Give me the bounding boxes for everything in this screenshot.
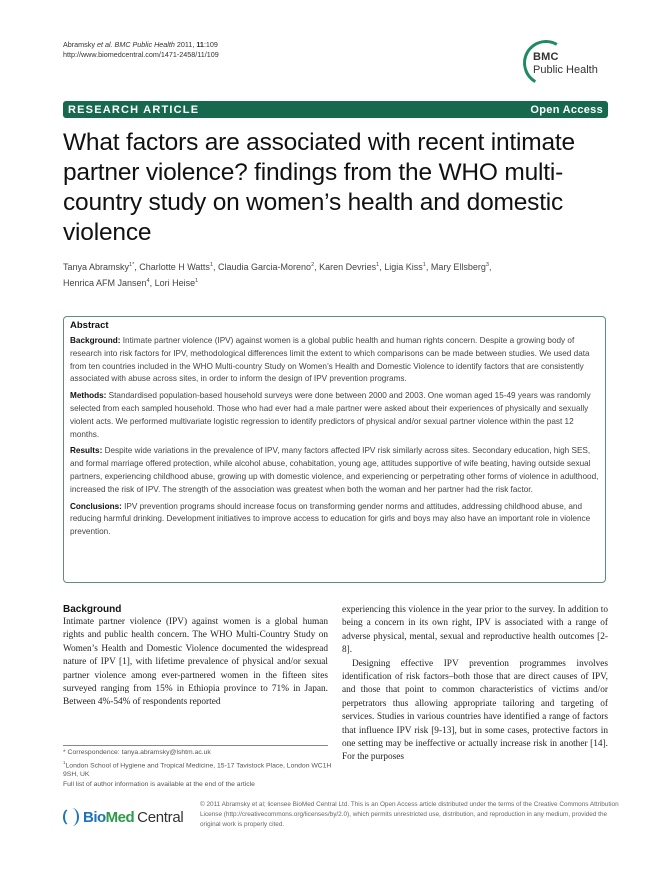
journal-logo-line1: BMC <box>533 51 559 63</box>
abstract-conclusions <box>70 501 599 539</box>
publisher-med: Med <box>105 808 135 826</box>
body-column-right <box>342 604 608 765</box>
body-paragraph: Intimate partner violence (IPV) against women is a global human rights and public health concern. The WHO Multi-Country Study on Women’s Health and Domestic Violence documented the widespread nature of IPV [1], with lifetime prevalence of physical and/or sexual partner violence among ever-partnered women in the fifteen sites surveyed ranging from 15% in Ethiopia province to 71% in Japan. Between 4%-54% of respondents reported <box>63 617 328 708</box>
publisher-central: Central <box>137 808 184 826</box>
abstract-section-text: Despite wide variations in the prevalence of IPV, many factors affected IPV risk similarly across sites. Secondary education, high SES, and formal marriage offered protection, while alcohol abuse, cohabitation, young age, attitudes supportive of wife beating, having outside sexual partners, experiencing childhood abuse, growing up with domestic violence, and experiencing or perpetrating other forms of violence in adulthood, increased the risk of IPV. The strength of the association was greatest when both the woman and her partner had the risk factor. <box>70 446 599 494</box>
author-name: Charlotte H Watts <box>139 262 210 272</box>
abstract-box <box>63 316 606 583</box>
abstract-section-label: Methods: <box>70 391 107 401</box>
author[interactable] <box>431 262 489 272</box>
author-separator: , <box>379 262 385 272</box>
author-list <box>63 258 623 290</box>
author[interactable] <box>63 278 150 288</box>
citation-journal: BMC Public Health <box>114 40 175 49</box>
article-url[interactable]: http://www.biomedcentral.com/1471-2458/11/109 <box>63 50 219 59</box>
author-affiliation-sup: 4 <box>146 278 150 284</box>
affiliation-text: London School of Hygiene and Tropical Medicine, 15-17 Tavistock Place, London WC1H 9SH, UK <box>63 761 332 779</box>
abstract-heading: Abstract <box>70 320 109 331</box>
author[interactable] <box>63 262 134 272</box>
biomed-central-circle-icon <box>63 808 79 826</box>
author[interactable] <box>218 262 314 272</box>
publisher-bio: Bio <box>83 808 106 826</box>
section-heading-background: Background <box>63 604 122 615</box>
abstract-methods <box>70 390 599 441</box>
author-name: Mary Ellsberg <box>430 262 486 272</box>
author-separator: , <box>314 262 320 272</box>
citation-volume: 11 <box>196 40 204 49</box>
author-affiliation-sup: 1 <box>209 262 213 268</box>
author-name: Henrica AFM Jansen <box>63 278 147 288</box>
footnotes <box>63 748 333 790</box>
article-type-label: RESEARCH ARTICLE <box>68 103 200 116</box>
article-title: What factors are associated with recent intimate partner violence? findings from the WHO multi-country study on women’s health and domestic violence <box>63 129 575 246</box>
author-affiliation-sup: 3 <box>485 262 489 268</box>
body-column-left <box>63 604 328 710</box>
citation-article: :109 <box>203 40 218 49</box>
citation-line <box>63 40 219 50</box>
article-type-banner <box>63 101 608 118</box>
author-separator: , <box>488 262 492 272</box>
author-affiliation-sup: 2 <box>311 262 315 268</box>
author-name: Claudia Garcia-Moreno <box>218 262 312 272</box>
author-info-note: Full list of author information is available at the end of the article <box>63 781 255 789</box>
affiliation-note <box>63 758 333 780</box>
author-name: Ligia Kiss <box>384 262 423 272</box>
abstract-background <box>70 335 599 386</box>
author-separator: , <box>425 262 431 272</box>
biomed-central-logo <box>63 805 193 829</box>
correspondence-note: * Correspondence: tanya.abramsky@lshtm.ac.uk <box>63 749 211 756</box>
journal-logo <box>523 38 613 88</box>
author-name: Tanya Abramsky <box>63 262 130 272</box>
author-affiliation-sup: 1 <box>422 262 426 268</box>
author-name: Lori Heise <box>154 278 196 288</box>
citation-year: 2011, <box>176 40 195 49</box>
body-paragraph: experiencing this violence in the year prior to the survey. In addition to being a concern in its own right, IPV is associated with a range of adverse physical, mental, sexual and reproductive health outcomes [2-8]. <box>342 605 608 656</box>
license-text: © 2011 Abramsky et al; licensee BioMed Central Ltd. This is an Open Access article distributed under the terms of the Creative Commons Attribution License (http://creativecommons.org/licenses/by/2.0), which permits unrestricted use, distribution, and reproduction in any medium, provided the original work is properly cited. <box>200 801 619 828</box>
author[interactable] <box>384 262 426 272</box>
body-paragraph: Designing effective IPV prevention programmes involves identification of risk factors–both those that are direct causes of IPV, and those that point to common characteristics of victims and/or perpetrators thus allowing appropriate tailoring and targeting of services. Studies in various countries have identified a range of factors that influence IPV risk [9-13], but in some cases, protective factors in one setting may be ineffective or actually increase risk in another [14]. For the purposes <box>342 658 608 763</box>
abstract-section-label: Conclusions: <box>70 501 122 511</box>
affiliation-sup: 1 <box>63 759 66 765</box>
author[interactable] <box>155 278 199 288</box>
author-separator: , <box>149 278 155 288</box>
author-affiliation-sup: 1 <box>195 278 199 284</box>
citation-author: Abramsky <box>63 40 95 49</box>
author-name: Karen Devries <box>319 262 377 272</box>
abstract-section-text: Intimate partner violence (IPV) against women is a global public health and human rights concern. Despite a growing body of research into risk factors for IPV, methodological differences limit the extent to which comparisons can be made between studies. We used data from ten countries included in the WHO Multi-country Study on Women’s Health and Domestic Violence to identify factors that are consistently associated with abuse across sites, in order to inform the design of IPV prevention programs. <box>70 336 590 384</box>
author[interactable] <box>319 262 379 272</box>
abstract-section-text: IPV prevention programs should increase focus on transforming gender norms and attitudes, addressing childhood abuse, and reducing harmful drinking. Development initiatives to improve access to education for girls and boys may also have an important role in violence prevention. <box>70 501 591 537</box>
author[interactable] <box>139 262 213 272</box>
author-affiliation-sup: 1 <box>376 262 380 268</box>
author-separator: , <box>134 262 140 272</box>
citation-etal: et al. <box>96 40 113 49</box>
abstract-section-label: Background: <box>70 336 121 345</box>
author-affiliation-sup: 1* <box>129 262 135 268</box>
author-separator: , <box>213 262 219 272</box>
abstract-section-label: Results: <box>70 446 103 456</box>
journal-logo-arc-icon <box>518 35 574 91</box>
footnote-divider <box>63 745 328 746</box>
open-access-label: Open Access <box>530 103 603 116</box>
citation-header <box>63 40 219 60</box>
abstract-section-text: Standardised population-based household surveys were done between 2000 and 2003. One woman aged 15-49 years was randomly selected from each sampled household. Those who had ever had a male partner were asked about their experiences of physically and sexually violent acts. We performed multivariate logistic regression to identify predictors of physical and/or sexual partner violence within the past 12 months. <box>70 391 591 439</box>
journal-logo-line2: Public Health <box>533 64 598 76</box>
abstract-results <box>70 445 599 496</box>
